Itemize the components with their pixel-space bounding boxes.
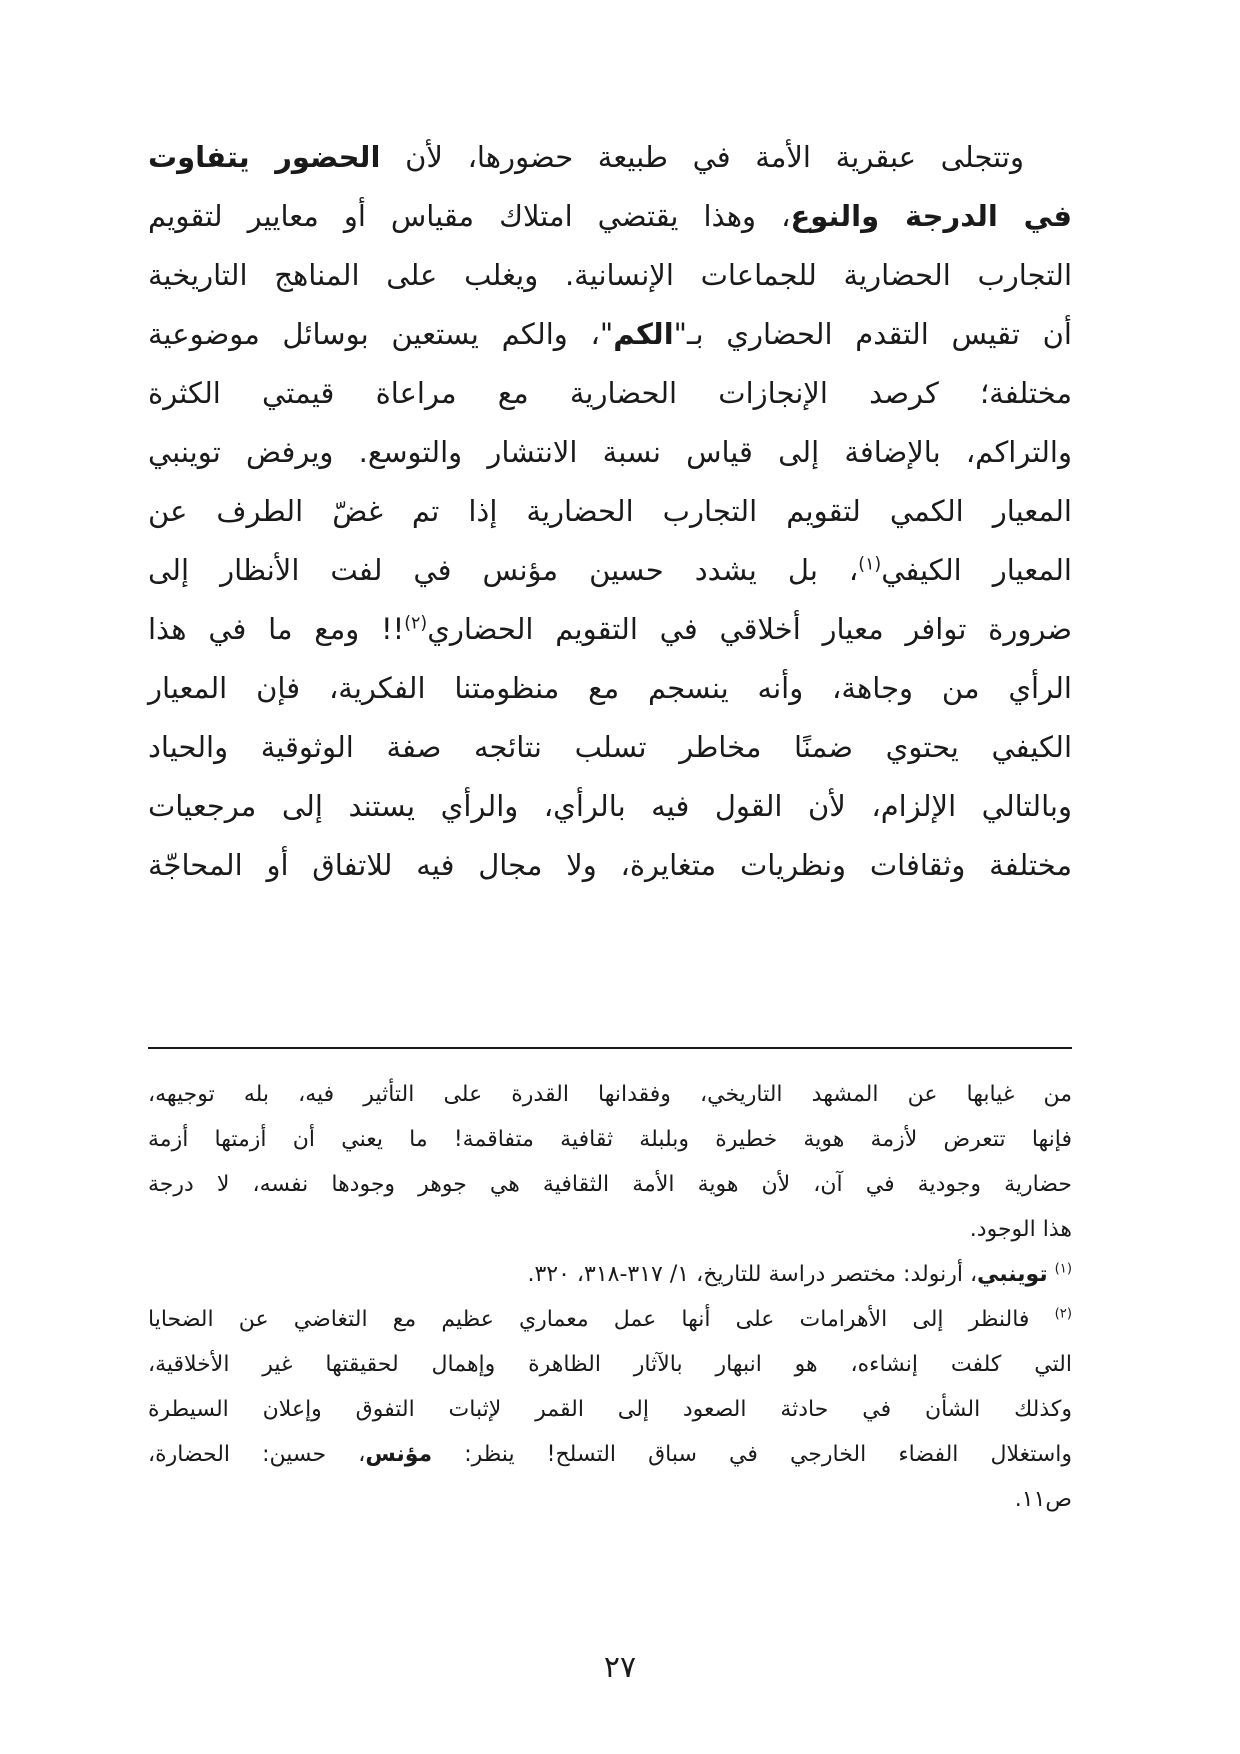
body-line: ضرورة توافر معيار أخلاقي في التقويم الحضاري$^{(٢)}$!! ومع ما في هذا	[148, 612, 1072, 646]
body-line: الكيفي يحتوي ضمنًا مخاطر تسلب نتائجه صفة الوثوقية والحياد	[148, 730, 1072, 764]
footnote-2-line: واستغلال الفضاء الخارجي في سباق التسلح! ينظر: مؤنس، حسين: الحضارة،	[148, 1442, 1072, 1467]
footnote-marker-1: (١)	[1054, 1261, 1072, 1277]
body-line: أن تقيس التقدم الحضاري بـ"الكم"، والكم يستعين بوسائل موضوعية	[148, 317, 1072, 351]
footnote-2-line: التي كلفت إنشاءه، هو انبهار بالآثار الظاهرة وإهمال لحقيقتها غير الأخلاقية،	[148, 1352, 1072, 1377]
body-line: وبالتالي الإلزام، لأن القول فيه بالرأي، والرأي يستند إلى مرجعيات	[148, 789, 1072, 823]
body-line: والتراكم، بالإضافة إلى قياس نسبة الانتشار والتوسع. ويرفض توينبي	[148, 435, 1072, 469]
bold-phrase: الكم	[613, 317, 674, 351]
bold-phrase: الحضور يتفاوت	[148, 140, 381, 174]
footnote-author: مؤنس	[365, 1442, 433, 1467]
footnotes-section	[148, 1072, 1072, 1522]
body-line: المعيار الكيفي$^{(١)}$، بل يشدد حسين مؤنس في لفت الأنظار إلى	[148, 553, 1072, 587]
footnote-continuation-line: من غيابها عن المشهد التاريخي، وفقدانها القدرة على التأثير فيه، بله توجيهه،	[148, 1082, 1072, 1107]
footnote-continuation-line: فإنها تتعرض لأزمة هوية خطيرة وبلبلة ثقافية متفاقمة! ما يعني أن أزمتها أزمة	[148, 1127, 1072, 1152]
page-number: ٢٧	[603, 1650, 637, 1685]
footnote-2-line: $^{(٢)}$ فالنظر إلى الأهرامات على أنها عمل معماري عظيم مع التغاضي عن الضحايا	[148, 1306, 1073, 1332]
body-line: مختلفة؛ كرصد الإنجازات الحضارية مع مراعاة قيمتي الكثرة	[148, 376, 1072, 410]
body-line: في الدرجة والنوع، وهذا يقتضي امتلاك مقياس أو معايير لتقويم	[148, 199, 1072, 233]
footnote-author: توينبي	[977, 1262, 1048, 1287]
body-line: التجارب الحضارية للجماعات الإنسانية. ويغلب على المناهج التاريخية	[148, 258, 1072, 292]
body-line: وتتجلى عبقرية الأمة في طبيعة حضورها، لأن الحضور يتفاوت	[148, 140, 1024, 174]
footnote-divider	[148, 1047, 1072, 1049]
footnote-2-line: ص١١.	[1014, 1487, 1072, 1512]
body-line: مختلفة وثقافات ونظريات متغايرة، ولا مجال فيه للاتفاق أو المحاجّة	[148, 848, 1072, 882]
bold-phrase: في الدرجة والنوع	[790, 199, 1072, 233]
footnote-marker-2: (٢)	[1054, 1306, 1073, 1322]
footnote-2-line: وكذلك الشأن في حادثة الصعود إلى القمر لإثبات التفوق وإعلان السيطرة	[148, 1397, 1072, 1422]
footnote-1: $^{(١)}$ توينبي، أرنولد: مختصر دراسة للتاريخ، ١/ ٣١٧-٣١٨، ٣٢٠.	[527, 1261, 1072, 1287]
footnote-continuation-line: هذا الوجود.	[969, 1217, 1072, 1242]
footnote-continuation-line: حضارية وجودية في آن، لأن هوية الأمة الثقافية هي جوهر وجودها نفسه، لا درجة	[148, 1172, 1072, 1197]
footnote-ref-2[interactable]: (٢)	[404, 613, 428, 634]
footnote-ref-1[interactable]: (١)	[858, 554, 882, 575]
body-text	[148, 128, 1072, 895]
body-line: المعيار الكمي لتقويم التجارب الحضارية إذا تم غضّ الطرف عن	[148, 494, 1072, 528]
body-line: الرأي من وجاهة، وأنه ينسجم مع منظومتنا الفكرية، فإن المعيار	[148, 671, 1072, 705]
